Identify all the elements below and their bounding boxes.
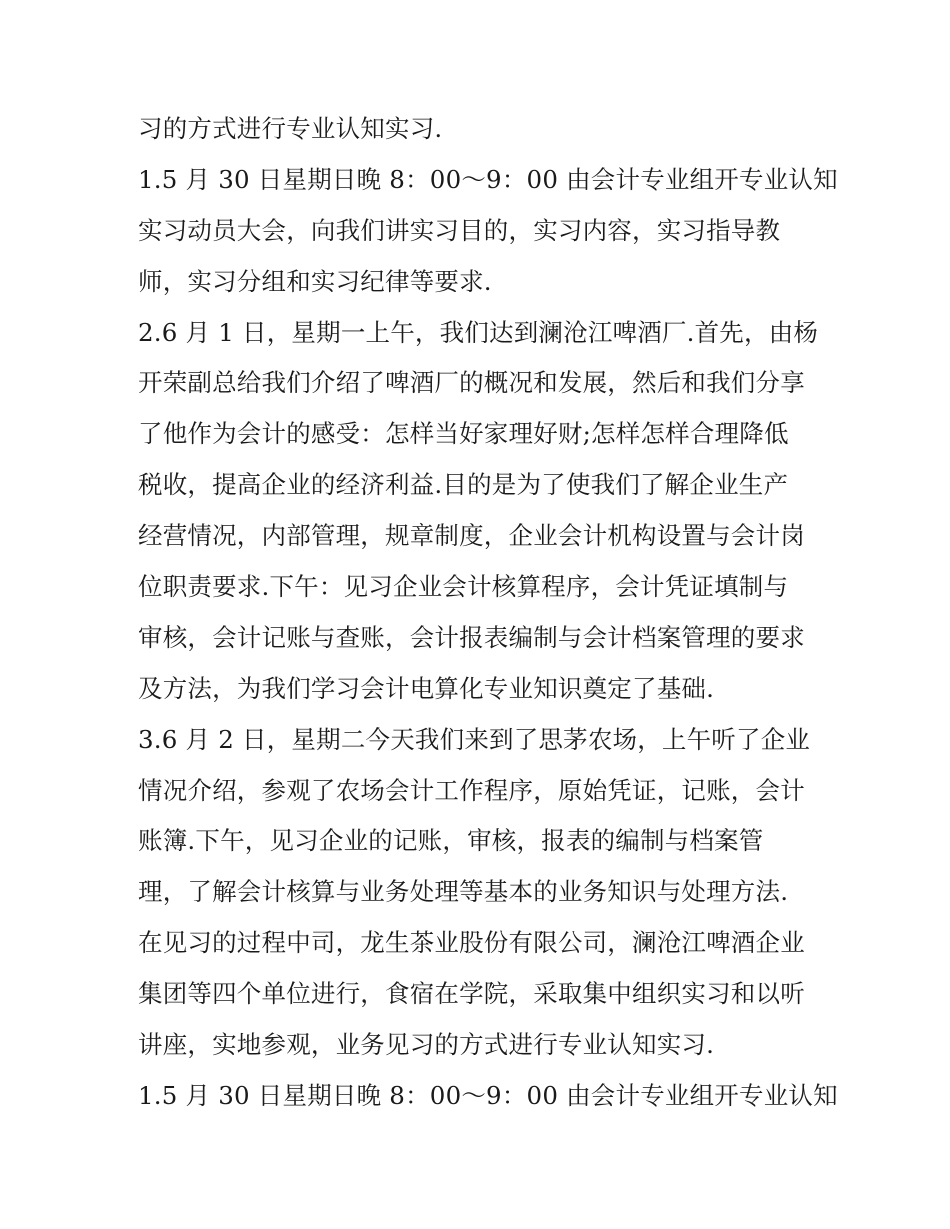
- text-line: 情况介绍，参观了农场会计工作程序，原始凭证，记账，会计: [138, 775, 805, 805]
- text-line: 3.6 月 2 日，星期二今天我们来到了思茅农场，上午听了企业: [138, 724, 811, 754]
- text-line: 实习动员大会，向我们讲实习目的，实习内容，实习指导教: [138, 215, 781, 245]
- text-line: 位职责要求.下午：见习企业会计核算程序，会计凭证填制与: [138, 572, 789, 602]
- body-text: [138, 104, 838, 1122]
- text-line: 经营情况，内部管理，规章制度，企业会计机构设置与会计岗: [138, 521, 805, 551]
- text-line: 1.5 月 30 日星期日晚 8：00～9：00 由会计专业组开专业认知: [138, 164, 838, 194]
- text-line: 师，实习分组和实习纪律等要求.: [138, 266, 492, 296]
- text-line: 税收，提高企业的经济利益.目的是为了使我们了解企业生产: [138, 470, 789, 500]
- text-line: 及方法，为我们学习会计电算化专业知识奠定了基础.: [138, 673, 715, 703]
- text-line: 账簿.下午，见习企业的记账，审核，报表的编制与档案管: [138, 826, 764, 856]
- text-line: 开荣副总给我们介绍了啤酒厂的概况和发展，然后和我们分享: [138, 368, 805, 398]
- text-line: 讲座，实地参观，业务见习的方式进行专业认知实习.: [138, 1030, 715, 1060]
- text-line: 习的方式进行专业认知实习.: [138, 114, 443, 143]
- text-line: 审核，会计记账与查账，会计报表编制与会计档案管理的要求: [138, 622, 805, 652]
- text-line: 集团等四个单位进行，食宿在学院，采取集中组织实习和以听: [138, 979, 805, 1009]
- text-line: 2.6 月 1 日，星期一上午，我们达到澜沧江啤酒厂.首先，由杨: [138, 317, 819, 347]
- text-line: 理，了解会计核算与业务处理等基本的业务知识与处理方法.: [138, 877, 789, 907]
- text-line: 了他作为会计的感受：怎样当好家理好财;怎样怎样合理降低: [138, 419, 789, 449]
- text-line: 在见习的过程中司，龙生茶业股份有限公司，澜沧江啤酒企业: [138, 928, 805, 958]
- text-line: 1.5 月 30 日星期日晚 8：00～9：00 由会计专业组开专业认知: [138, 1080, 838, 1110]
